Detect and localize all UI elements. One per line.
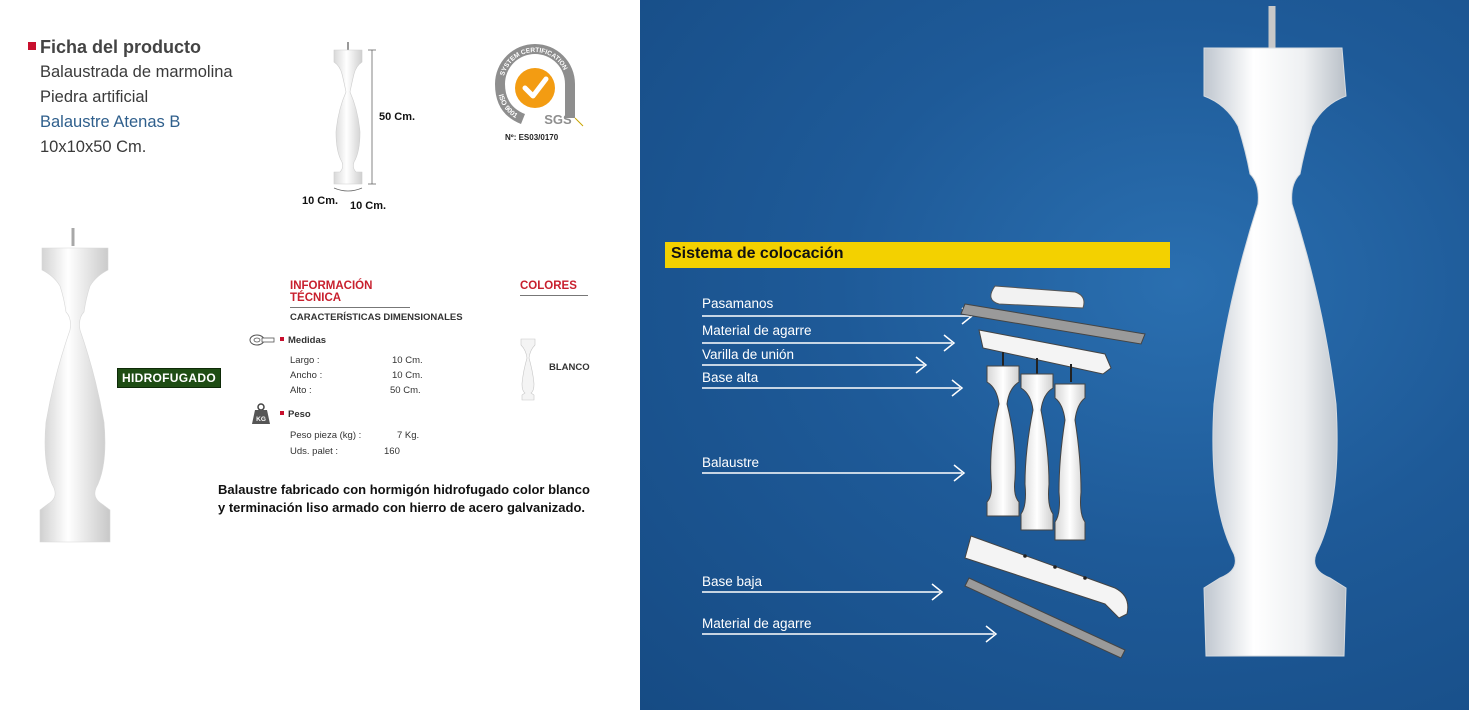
baluster-image-large [1196, 4, 1366, 664]
label-grip-material-bottom: Material de agarre [702, 616, 812, 631]
product-sheet-panel [0, 0, 640, 710]
label-baluster: Balaustre [702, 455, 760, 470]
label-handrail: Pasamanos [702, 296, 774, 311]
product-heading: Ficha del producto [28, 37, 201, 58]
product-line-model: Balaustre Atenas B [40, 113, 181, 131]
weight-piece-value: 7 Kg. [397, 430, 420, 441]
measure-length-label: Largo : [290, 355, 320, 366]
label-grip-material-top: Material de agarre [702, 323, 812, 338]
baluster-color-swatch [518, 336, 538, 402]
bullet-square-icon [28, 42, 36, 50]
measures-label: Medidas [280, 335, 326, 346]
depth-label: 10 Cm. [350, 200, 387, 212]
cert-number: Nº: ES03/0170 [505, 133, 559, 142]
pallet-units-label: Uds. palet : [290, 446, 339, 457]
dimension-drawing [300, 40, 420, 215]
waterproof-badge: HIDROFUGADO [117, 368, 221, 388]
tech-info-heading: INFORMACIÓN TÉCNICA [290, 280, 410, 308]
sgs-certification-logo [485, 38, 585, 130]
label-connecting-rod: Varilla de unión [702, 347, 795, 362]
product-line-stone: Piedra artificial [40, 88, 149, 106]
pallet-units-value: 160 [384, 446, 400, 457]
cert-brand-text: SGS [544, 112, 572, 127]
measure-width-value: 10 Cm. [392, 370, 423, 381]
installation-arrows [640, 280, 1000, 660]
cert-iso-text: ISO 9001 [496, 93, 519, 120]
measure-width-label: Ancho : [290, 370, 323, 381]
measure-length-value: 10 Cm. [392, 355, 423, 366]
height-label: 50 Cm. [379, 111, 416, 123]
baluster-image-small [38, 226, 118, 546]
product-line-size: 10x10x50 Cm. [40, 138, 147, 156]
cert-ring-text: SYSTEM CERTIFICATION [499, 46, 569, 77]
installation-title: Sistema de colocación [671, 245, 844, 262]
label-lower-base: Base baja [702, 574, 763, 589]
color-white-label: BLANCO [549, 362, 590, 373]
colors-heading: COLORES [520, 280, 588, 296]
product-description: Balaustre fabricado con hormigón hidrofugado color blanco y terminación liso armado con hierro de acero galvanizado. [218, 482, 590, 515]
weight-label: Peso [280, 409, 311, 420]
dimensional-subheading: CARACTERÍSTICAS DIMENSIONALES [290, 312, 463, 323]
label-upper-base: Base alta [702, 370, 759, 385]
width-label: 10 Cm. [302, 195, 339, 207]
bullet-square-icon [280, 411, 284, 415]
measure-height-label: Alto : [290, 385, 312, 396]
product-line-material: Balaustrada de marmolina [40, 63, 233, 81]
weight-icon-text: KG [256, 416, 266, 423]
tape-measure-icon [249, 333, 275, 347]
weight-icon [251, 403, 271, 425]
bullet-square-icon [280, 337, 284, 341]
exploded-assembly-diagram [955, 274, 1155, 664]
weight-piece-label: Peso pieza (kg) : [290, 430, 362, 441]
measure-height-value: 50 Cm. [390, 385, 421, 396]
